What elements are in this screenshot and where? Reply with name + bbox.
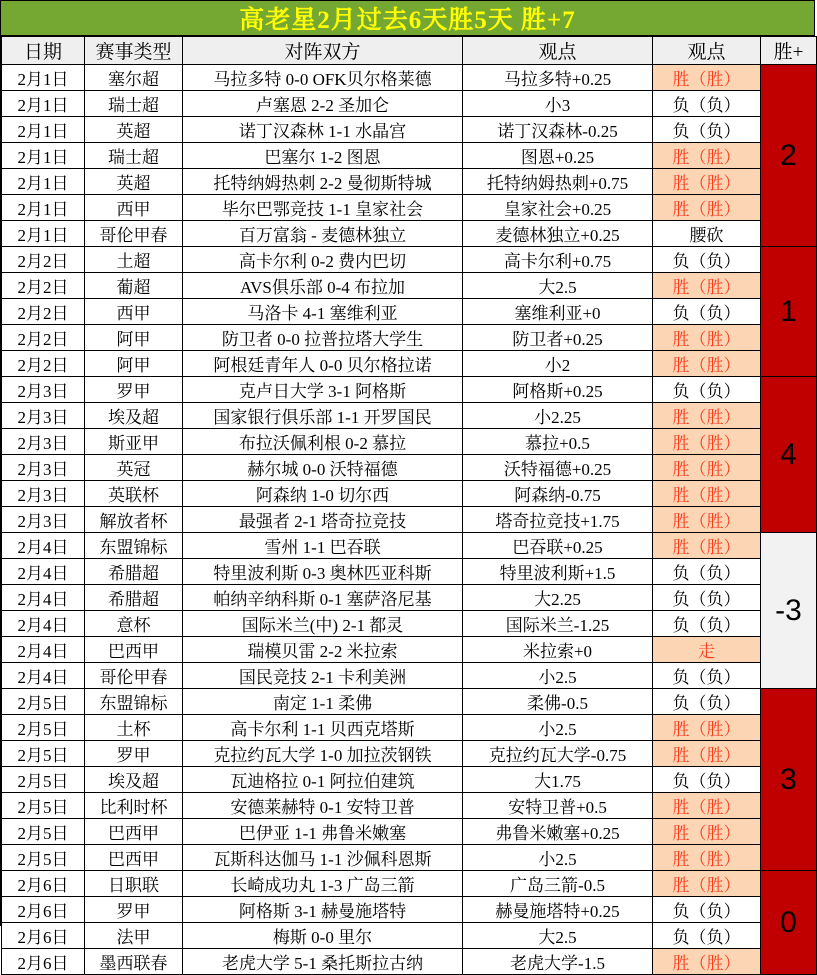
table-row — [2, 767, 817, 793]
match-cell: 防卫者 0-0 拉普拉塔大学生 — [183, 325, 463, 351]
pick-cell: 大2.25 — [463, 585, 653, 611]
pick-cell: 高卡尔利+0.75 — [463, 247, 653, 273]
date-cell: 2月4日 — [2, 533, 85, 559]
league-cell: 罗甲 — [85, 741, 183, 767]
match-cell: 高卡尔利 0-2 费内巴切 — [183, 247, 463, 273]
table-row — [2, 117, 817, 143]
pick-cell: 老虎大学-1.5 — [463, 949, 653, 975]
pick-cell: 安特卫普+0.5 — [463, 793, 653, 819]
result-cell: 胜（胜） — [653, 169, 761, 195]
date-cell: 2月6日 — [2, 897, 85, 923]
league-cell: 日职联 — [85, 871, 183, 897]
pick-cell: 阿格斯+0.25 — [463, 377, 653, 403]
league-cell: 比利时杯 — [85, 793, 183, 819]
match-cell: 布拉沃佩利根 0-2 慕拉 — [183, 429, 463, 455]
pick-cell: 小2 — [463, 351, 653, 377]
pick-cell: 特里波利斯+1.5 — [463, 559, 653, 585]
match-cell: 特里波利斯 0-3 奥林匹亚科斯 — [183, 559, 463, 585]
match-cell: 瑞模贝雷 2-2 米拉索 — [183, 637, 463, 663]
table-row — [2, 585, 817, 611]
table-row — [2, 949, 817, 975]
pick-cell: 塔奇拉竞技+1.75 — [463, 507, 653, 533]
pick-cell: 小2.5 — [463, 845, 653, 871]
table-row — [2, 247, 817, 273]
match-cell: 国民竞技 2-1 卡利美洲 — [183, 663, 463, 689]
date-cell: 2月4日 — [2, 611, 85, 637]
pick-cell: 小2.25 — [463, 403, 653, 429]
result-cell: 负（负） — [653, 377, 761, 403]
pick-cell: 小2.5 — [463, 663, 653, 689]
match-cell: 长崎成功丸 1-3 广岛三箭 — [183, 871, 463, 897]
pick-cell: 塞维利亚+0 — [463, 299, 653, 325]
match-cell: 瓦迪格拉 0-1 阿拉伯建筑 — [183, 767, 463, 793]
pick-cell: 诺丁汉森林-0.25 — [463, 117, 653, 143]
match-cell: 安德莱赫特 0-1 安特卫普 — [183, 793, 463, 819]
result-cell: 腰砍 — [653, 221, 761, 247]
net-wins-cell: 0 — [761, 871, 817, 975]
league-cell: 东盟锦标 — [85, 689, 183, 715]
date-cell: 2月1日 — [2, 117, 85, 143]
result-cell: 胜（胜） — [653, 143, 761, 169]
table-row — [2, 377, 817, 403]
date-cell: 2月6日 — [2, 949, 85, 975]
date-cell: 2月1日 — [2, 221, 85, 247]
result-cell: 负（负） — [653, 559, 761, 585]
net-wins-cell: 2 — [761, 65, 817, 247]
col-header-date: 日期 — [2, 37, 85, 65]
league-cell: 罗甲 — [85, 897, 183, 923]
result-cell: 胜（胜） — [653, 273, 761, 299]
table-row — [2, 663, 817, 689]
pick-cell: 大1.75 — [463, 767, 653, 793]
date-cell: 2月4日 — [2, 585, 85, 611]
league-cell: 西甲 — [85, 195, 183, 221]
date-cell: 2月1日 — [2, 65, 85, 91]
table-row — [2, 637, 817, 663]
pick-cell: 大2.5 — [463, 923, 653, 949]
pick-cell: 赫曼施塔特+0.25 — [463, 897, 653, 923]
match-cell: 巴伊亚 1-1 弗鲁米嫩塞 — [183, 819, 463, 845]
pick-cell: 皇家社会+0.25 — [463, 195, 653, 221]
pick-cell: 小3 — [463, 91, 653, 117]
table-row — [2, 793, 817, 819]
league-cell: 墨西联春 — [85, 949, 183, 975]
league-cell: 阿甲 — [85, 325, 183, 351]
date-cell: 2月3日 — [2, 403, 85, 429]
date-cell: 2月5日 — [2, 793, 85, 819]
pick-cell: 图恩+0.25 — [463, 143, 653, 169]
match-cell: 克卢日大学 3-1 阿格斯 — [183, 377, 463, 403]
result-cell: 胜（胜） — [653, 741, 761, 767]
match-cell: 雪州 1-1 巴吞联 — [183, 533, 463, 559]
league-cell: 意杯 — [85, 611, 183, 637]
table-row — [2, 533, 817, 559]
date-cell: 2月2日 — [2, 299, 85, 325]
league-cell: 巴西甲 — [85, 637, 183, 663]
result-cell: 胜（胜） — [653, 481, 761, 507]
match-cell: 老虎大学 5-1 桑托斯拉古纳 — [183, 949, 463, 975]
league-cell: 东盟锦标 — [85, 533, 183, 559]
match-cell: 高卡尔利 1-1 贝西克塔斯 — [183, 715, 463, 741]
table-row — [2, 559, 817, 585]
result-cell: 负（负） — [653, 299, 761, 325]
result-cell: 胜（胜） — [653, 351, 761, 377]
result-cell: 负（负） — [653, 689, 761, 715]
league-cell: 埃及超 — [85, 403, 183, 429]
league-cell: 西甲 — [85, 299, 183, 325]
pick-cell: 弗鲁米嫩塞+0.25 — [463, 819, 653, 845]
result-cell: 胜（胜） — [653, 455, 761, 481]
match-cell: 马洛卡 4-1 塞维利亚 — [183, 299, 463, 325]
date-cell: 2月4日 — [2, 559, 85, 585]
league-cell: 土超 — [85, 247, 183, 273]
result-cell: 胜（胜） — [653, 325, 761, 351]
table-row — [2, 429, 817, 455]
result-cell: 胜（胜） — [653, 949, 761, 975]
league-cell: 哥伦甲春 — [85, 221, 183, 247]
table-row — [2, 611, 817, 637]
match-cell: 托特纳姆热刺 2-2 曼彻斯特城 — [183, 169, 463, 195]
col-header-match: 对阵双方 — [183, 37, 463, 65]
result-cell: 胜（胜） — [653, 403, 761, 429]
date-cell: 2月1日 — [2, 91, 85, 117]
pick-cell: 巴吞联+0.25 — [463, 533, 653, 559]
league-cell: 巴西甲 — [85, 819, 183, 845]
league-cell: 土杯 — [85, 715, 183, 741]
table-row — [2, 351, 817, 377]
net-wins-cell: 3 — [761, 689, 817, 871]
table-row — [2, 65, 817, 91]
net-wins-cell: 4 — [761, 377, 817, 533]
date-cell: 2月5日 — [2, 845, 85, 871]
table-row — [2, 143, 817, 169]
date-cell: 2月3日 — [2, 429, 85, 455]
league-cell: 瑞士超 — [85, 91, 183, 117]
result-cell: 负（负） — [653, 663, 761, 689]
date-cell: 2月2日 — [2, 325, 85, 351]
match-cell: 诺丁汉森林 1-1 水晶宫 — [183, 117, 463, 143]
net-wins-cell: -3 — [761, 533, 817, 689]
match-cell: 克拉约瓦大学 1-0 加拉茨钢铁 — [183, 741, 463, 767]
pick-cell: 阿森纳-0.75 — [463, 481, 653, 507]
col-header-pick: 观点 — [463, 37, 653, 65]
table-row — [2, 741, 817, 767]
sheet-title: 高老星2月过去6天胜5天 胜+7 — [1, 0, 814, 36]
result-cell: 负（负） — [653, 897, 761, 923]
table-row — [2, 923, 817, 949]
match-cell: 国家银行俱乐部 1-1 开罗国民 — [183, 403, 463, 429]
league-cell: 哥伦甲春 — [85, 663, 183, 689]
match-cell: 赫尔城 0-0 沃特福德 — [183, 455, 463, 481]
result-cell: 负（负） — [653, 611, 761, 637]
date-cell: 2月1日 — [2, 169, 85, 195]
match-cell: 卢塞恩 2-2 圣加仑 — [183, 91, 463, 117]
pick-cell: 沃特福德+0.25 — [463, 455, 653, 481]
result-cell: 胜（胜） — [653, 793, 761, 819]
date-cell: 2月2日 — [2, 247, 85, 273]
date-cell: 2月4日 — [2, 637, 85, 663]
date-cell: 2月2日 — [2, 273, 85, 299]
pick-cell: 国际米兰-1.25 — [463, 611, 653, 637]
league-cell: 法甲 — [85, 923, 183, 949]
match-cell: 马拉多特 0-0 OFK贝尔格莱德 — [183, 65, 463, 91]
league-cell: 英超 — [85, 169, 183, 195]
league-cell: 阿甲 — [85, 351, 183, 377]
league-cell: 葡超 — [85, 273, 183, 299]
pick-cell: 柔佛-0.5 — [463, 689, 653, 715]
table-row — [2, 897, 817, 923]
date-cell: 2月5日 — [2, 689, 85, 715]
match-cell: 毕尔巴鄂竞技 1-1 皇家社会 — [183, 195, 463, 221]
result-cell: 负（负） — [653, 923, 761, 949]
match-cell: 瓦斯科达伽马 1-1 沙佩科恩斯 — [183, 845, 463, 871]
table-row — [2, 195, 817, 221]
table-row — [2, 845, 817, 871]
pick-cell: 麦德林独立+0.25 — [463, 221, 653, 247]
result-cell: 负（负） — [653, 91, 761, 117]
result-cell: 胜（胜） — [653, 65, 761, 91]
table-row — [2, 715, 817, 741]
match-cell: 百万富翁 - 麦德林独立 — [183, 221, 463, 247]
league-cell: 希腊超 — [85, 559, 183, 585]
table-row — [2, 455, 817, 481]
result-cell: 胜（胜） — [653, 507, 761, 533]
league-cell: 埃及超 — [85, 767, 183, 793]
match-cell: 南定 1-1 柔佛 — [183, 689, 463, 715]
result-cell: 负（负） — [653, 117, 761, 143]
date-cell: 2月5日 — [2, 819, 85, 845]
table-row — [2, 871, 817, 897]
table-row — [2, 273, 817, 299]
results-body — [2, 65, 817, 975]
result-cell: 胜（胜） — [653, 819, 761, 845]
pick-cell: 米拉索+0 — [463, 637, 653, 663]
league-cell: 斯亚甲 — [85, 429, 183, 455]
date-cell: 2月5日 — [2, 741, 85, 767]
pick-cell: 托特纳姆热刺+0.75 — [463, 169, 653, 195]
league-cell: 希腊超 — [85, 585, 183, 611]
league-cell: 塞尔超 — [85, 65, 183, 91]
table-row — [2, 819, 817, 845]
date-cell: 2月3日 — [2, 455, 85, 481]
date-cell: 2月2日 — [2, 351, 85, 377]
pick-cell: 防卫者+0.25 — [463, 325, 653, 351]
league-cell: 解放者杯 — [85, 507, 183, 533]
table-row — [2, 325, 817, 351]
result-cell: 胜（胜） — [653, 845, 761, 871]
league-cell: 罗甲 — [85, 377, 183, 403]
table-row — [2, 481, 817, 507]
match-cell: 梅斯 0-0 里尔 — [183, 923, 463, 949]
league-cell: 瑞士超 — [85, 143, 183, 169]
date-cell: 2月1日 — [2, 195, 85, 221]
table-row — [2, 91, 817, 117]
date-cell: 2月3日 — [2, 507, 85, 533]
match-cell: 国际米兰(中) 2-1 都灵 — [183, 611, 463, 637]
league-cell: 巴西甲 — [85, 845, 183, 871]
league-cell: 英冠 — [85, 455, 183, 481]
result-cell: 负（负） — [653, 247, 761, 273]
table-row — [2, 689, 817, 715]
match-cell: 阿格斯 3-1 赫曼施塔特 — [183, 897, 463, 923]
pick-cell: 大2.5 — [463, 273, 653, 299]
table-row — [2, 299, 817, 325]
match-cell: 巴塞尔 1-2 图恩 — [183, 143, 463, 169]
date-cell: 2月6日 — [2, 923, 85, 949]
date-cell: 2月3日 — [2, 481, 85, 507]
date-cell: 2月5日 — [2, 767, 85, 793]
date-cell: 2月3日 — [2, 377, 85, 403]
date-cell: 2月1日 — [2, 143, 85, 169]
result-cell: 负（负） — [653, 767, 761, 793]
result-cell: 胜（胜） — [653, 871, 761, 897]
table-row — [2, 169, 817, 195]
net-wins-cell: 1 — [761, 247, 817, 377]
date-cell: 2月4日 — [2, 663, 85, 689]
col-header-result: 观点 — [653, 37, 761, 65]
pick-cell: 小2.5 — [463, 715, 653, 741]
pick-cell: 克拉约瓦大学-0.75 — [463, 741, 653, 767]
header-row — [2, 37, 817, 65]
result-cell: 胜（胜） — [653, 533, 761, 559]
result-cell: 走 — [653, 637, 761, 663]
results-table — [1, 36, 817, 975]
result-cell: 胜（胜） — [653, 195, 761, 221]
result-cell: 胜（胜） — [653, 715, 761, 741]
pick-cell: 马拉多特+0.25 — [463, 65, 653, 91]
match-cell: 最强者 2-1 塔奇拉竞技 — [183, 507, 463, 533]
league-cell: 英超 — [85, 117, 183, 143]
match-cell: 阿根廷青年人 0-0 贝尔格拉诺 — [183, 351, 463, 377]
col-header-netwins: 胜+ — [761, 37, 817, 65]
pick-cell: 慕拉+0.5 — [463, 429, 653, 455]
col-header-league: 赛事类型 — [85, 37, 183, 65]
match-cell: 阿森纳 1-0 切尔西 — [183, 481, 463, 507]
pick-cell: 广岛三箭-0.5 — [463, 871, 653, 897]
date-cell: 2月5日 — [2, 715, 85, 741]
result-cell: 负（负） — [653, 585, 761, 611]
match-cell: 帕纳辛纳科斯 0-1 塞萨洛尼基 — [183, 585, 463, 611]
result-cell: 胜（胜） — [653, 429, 761, 455]
table-row — [2, 507, 817, 533]
date-cell: 2月6日 — [2, 871, 85, 897]
match-cell: AVS俱乐部 0-4 布拉加 — [183, 273, 463, 299]
table-row — [2, 403, 817, 429]
league-cell: 英联杯 — [85, 481, 183, 507]
table-row — [2, 221, 817, 247]
